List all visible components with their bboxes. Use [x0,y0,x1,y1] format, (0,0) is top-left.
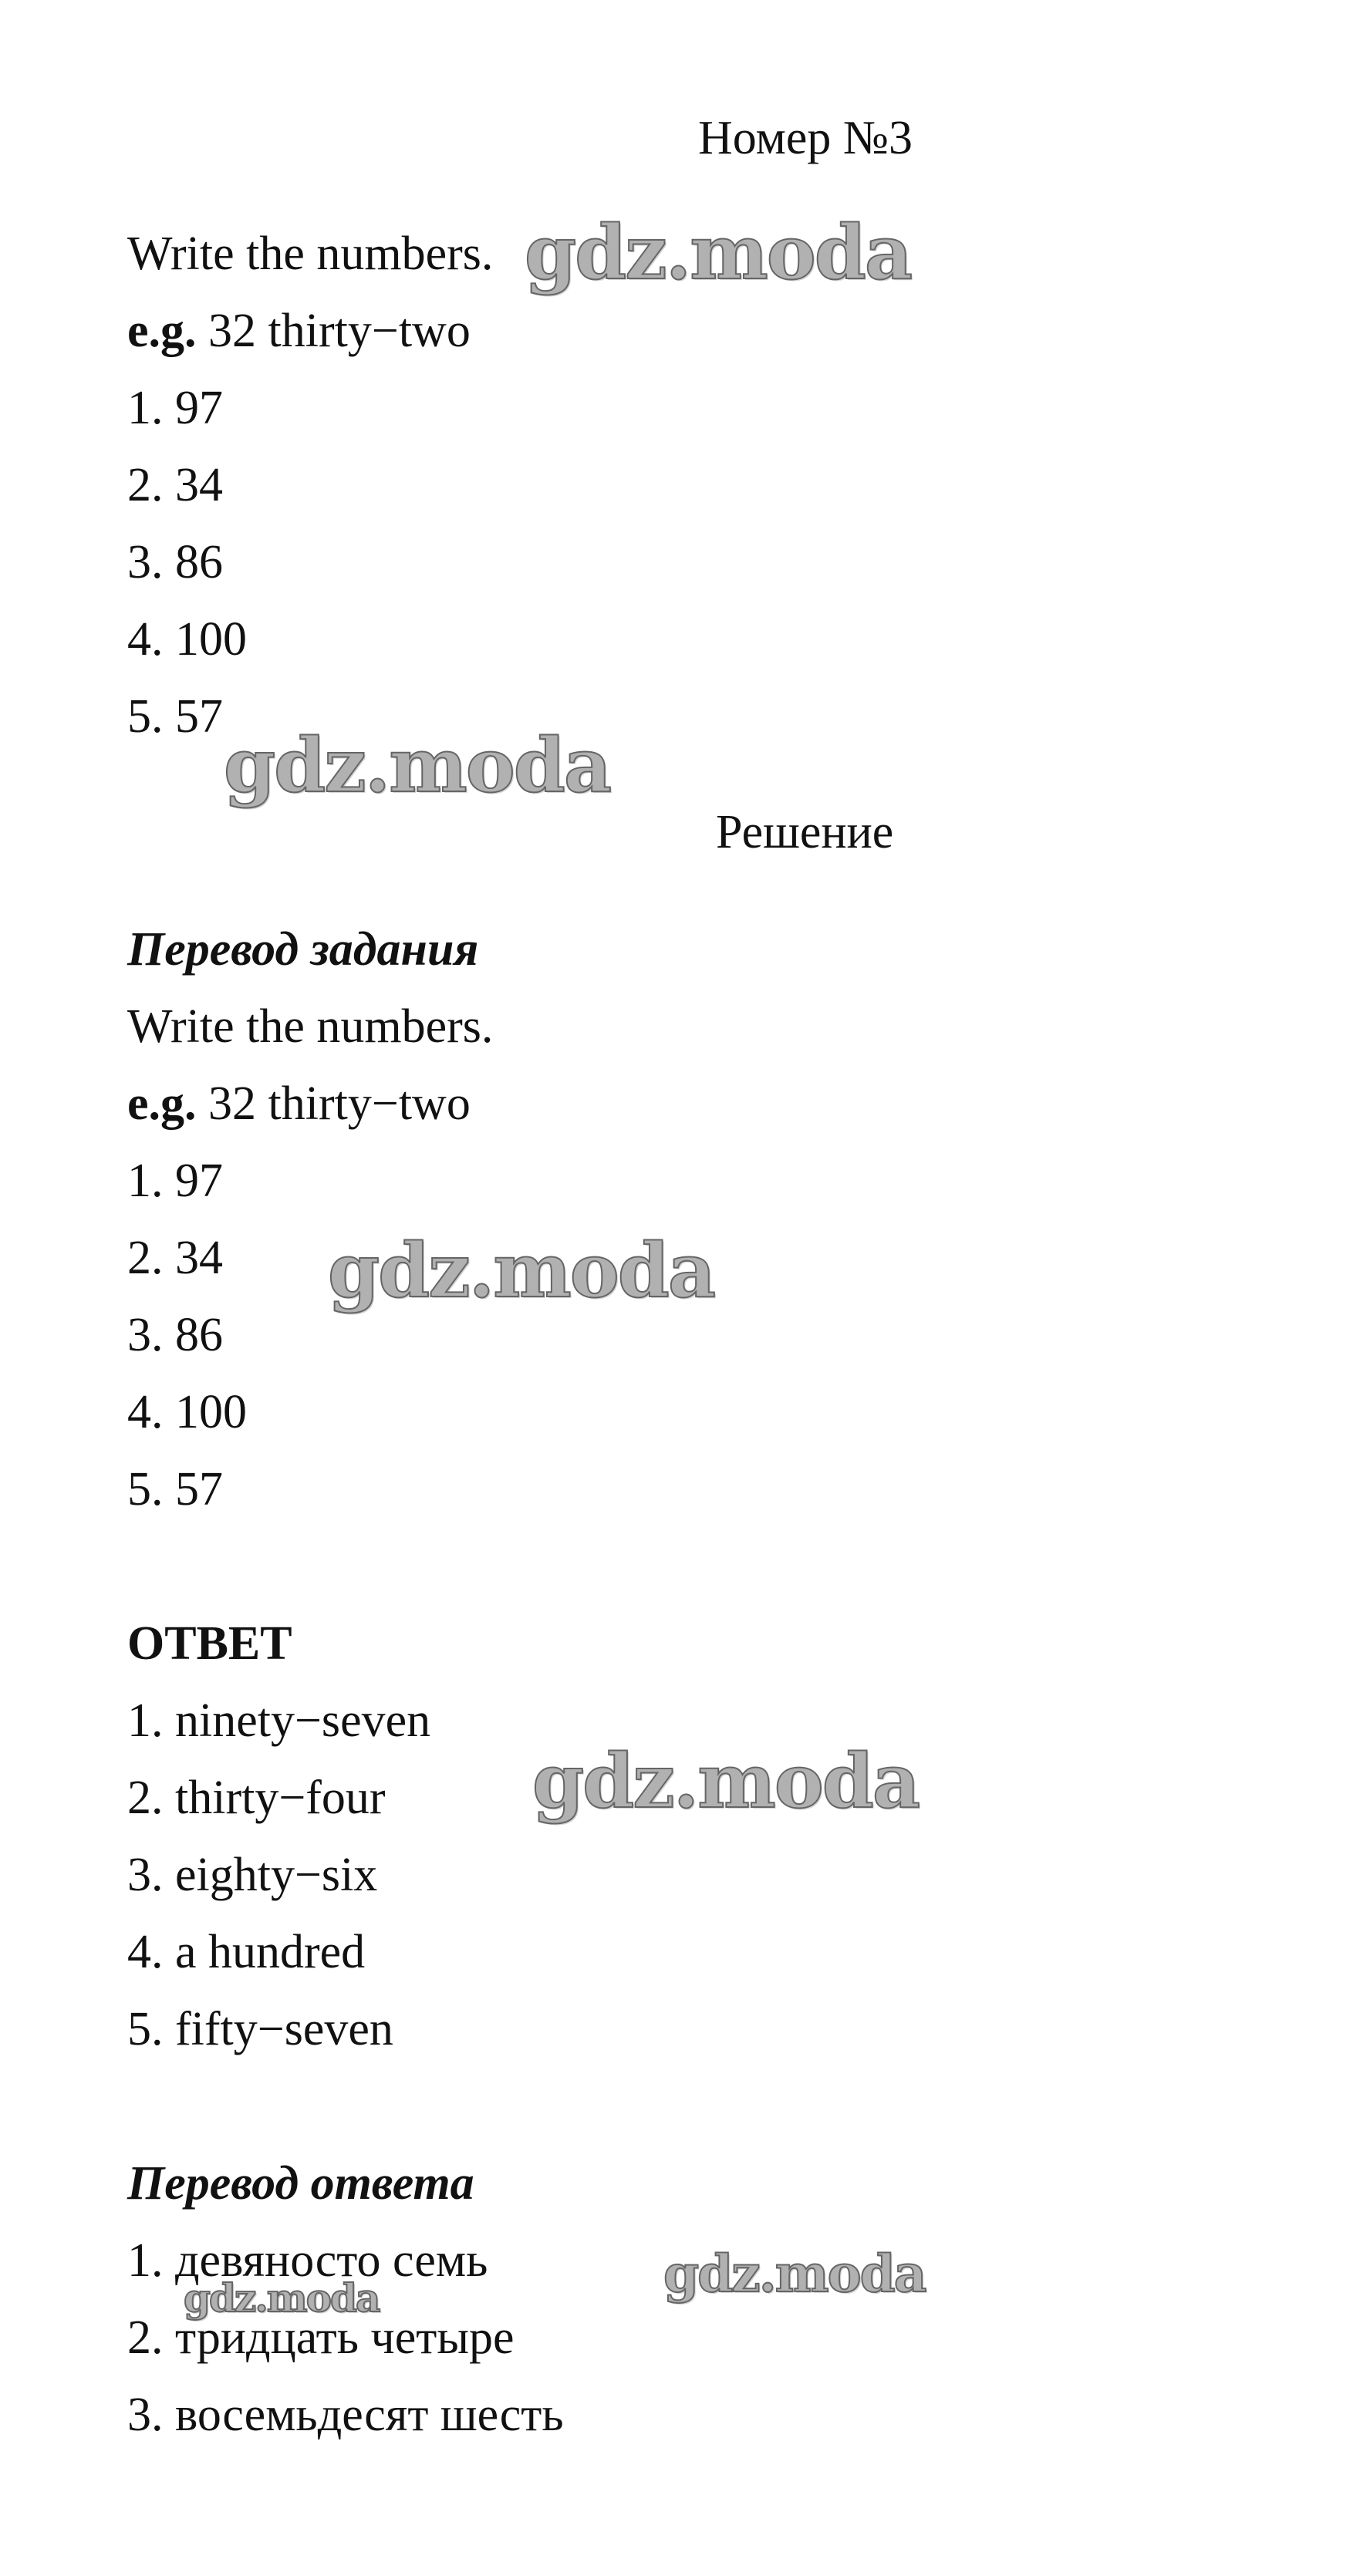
task-item: 2. 34 [127,459,223,511]
answer-item: 4. a hundred [127,1926,366,1978]
task-item: 4. 100 [127,613,247,666]
task-item: 1. 97 [127,382,223,434]
example-text: 32 thirty−two [196,305,471,357]
example-text: 32 thirty−two [196,1077,471,1130]
answer-heading: ОТВЕТ [127,1617,292,1670]
watermark: gdz.moda [532,1738,920,1825]
translation-task-instruction: Write the numbers. [127,1000,494,1053]
task-item: 3. 86 [127,536,223,588]
translation-task-example [127,1077,471,1130]
translation-answer-item: 3. восемьдесят шесть [127,2389,564,2441]
example-label: e.g. [127,1077,197,1130]
answer-item: 2. thirty−four [127,1772,386,1824]
task-example [127,307,471,355]
translation-task-item: 2. 34 [127,1232,223,1284]
task-item: 5. 57 [127,690,223,743]
translation-answer-item: 2. тридцать четыре [127,2311,515,2364]
answer-item: 3. eighty−six [127,1849,378,1901]
watermark: gdz.moda [663,2244,926,2304]
answer-item: 1. ninety−seven [127,1694,431,1747]
watermark: gdz.moda [525,209,912,296]
answer-item: 5. fifty−seven [127,2003,393,2055]
translation-answer-heading: Перевод ответа [127,2157,474,2210]
task-instruction: Write the numbers. [127,228,494,280]
translation-task-item: 1. 97 [127,1155,223,1207]
watermark: gdz.moda [184,2275,380,2321]
watermark: gdz.moda [328,1227,715,1314]
translation-answer-item: 1. девяносто семь [127,2234,488,2287]
solution-title: Решение [716,806,894,858]
translation-task-item: 3. 86 [127,1309,223,1361]
page-title: Номер №3 [698,112,913,164]
translation-task-heading: Перевод задания [127,923,479,976]
watermark: gdz.moda [224,722,611,809]
example-label: e.g. [127,305,197,357]
translation-task-item: 4. 100 [127,1386,247,1438]
translation-task-item: 5. 57 [127,1463,223,1516]
